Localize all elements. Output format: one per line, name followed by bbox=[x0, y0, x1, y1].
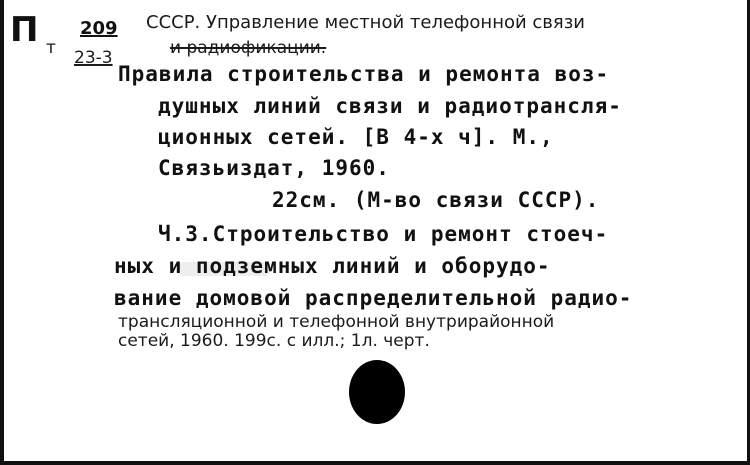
class-number-bottom: 23-3 bbox=[74, 48, 113, 68]
call-prefix: П bbox=[10, 10, 39, 50]
title-line-2: душных линий связи и радиотрансля- bbox=[158, 94, 622, 118]
part-line-3: вание домовой распределительной радио- bbox=[114, 286, 633, 310]
punch-hole bbox=[349, 360, 405, 424]
card-bottom-edge bbox=[0, 461, 750, 465]
card-left-edge bbox=[0, 0, 4, 465]
physical-description: 22см. (М-во связи СССР). bbox=[272, 188, 600, 212]
handwritten-line-2: сетей, 1960. 199с. с илл.; 1л. черт. bbox=[118, 331, 430, 351]
author-line-2: и радиофикации. bbox=[170, 38, 327, 58]
part-line-1: Ч.3.Строительство и ремонт стоеч- bbox=[158, 222, 609, 246]
title-line-3: ционных сетей. [В 4-х ч]. М., bbox=[158, 125, 554, 149]
part-line-2: ных и подземных линий и оборудо- bbox=[114, 254, 551, 278]
author-line-1: СССР. Управление местной телефонной связи bbox=[146, 12, 585, 33]
class-number-top: 209 bbox=[80, 18, 118, 39]
title-line-4: Связьиздат, 1960. bbox=[158, 156, 390, 180]
call-sub: т bbox=[46, 38, 56, 58]
title-line-1: Правила строительства и ремонта воз- bbox=[118, 62, 610, 86]
handwritten-line-1: трансляционной и телефонной внутрирайонной bbox=[118, 312, 555, 332]
